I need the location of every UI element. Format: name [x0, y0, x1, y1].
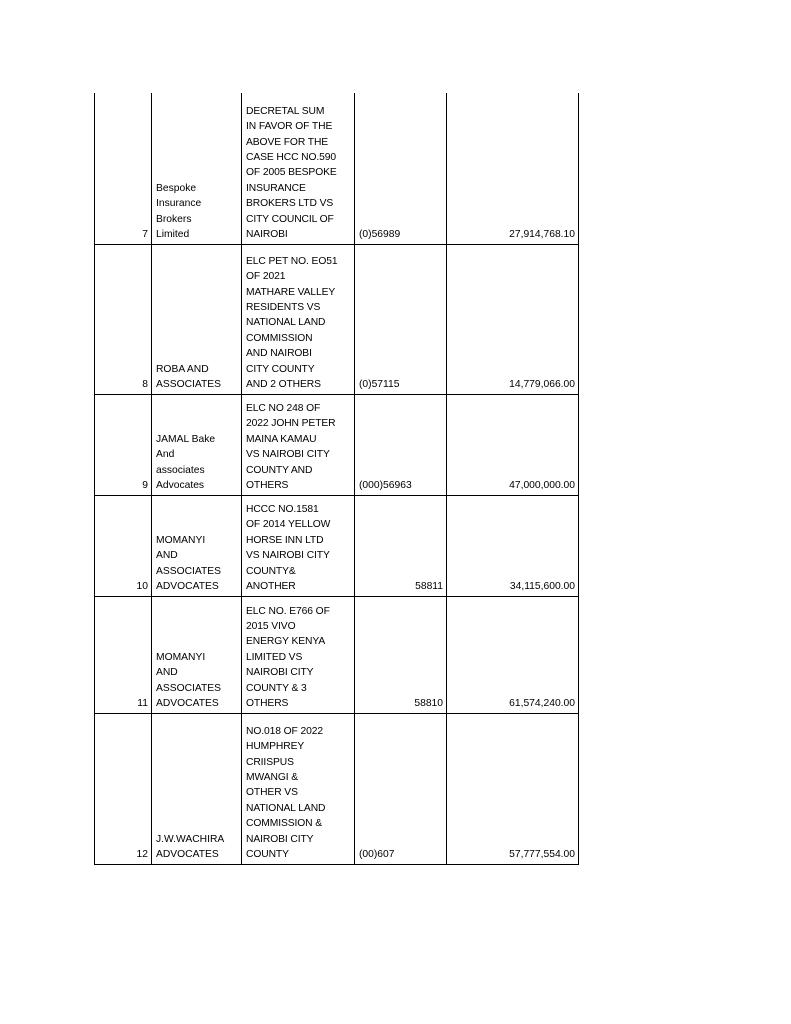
advocate-firm-cell: MOMANYI AND ASSOCIATES ADVOCATES — [152, 495, 242, 596]
table-row — [95, 93, 579, 244]
amount-cell: 61,574,240.00 — [447, 596, 579, 713]
reference-number-cell: (00)607 — [355, 713, 447, 864]
reference-number-cell: (000)56963 — [355, 394, 447, 495]
reference-number-cell: 58811 — [355, 495, 447, 596]
row-number-cell: 11 — [95, 596, 152, 713]
case-description-cell: HCCC NO.1581 OF 2014 YELLOW HORSE INN LTD VS NAIROBI CITY COUNTY& ANOTHER — [242, 495, 355, 596]
table-row — [95, 495, 579, 596]
case-description-cell: NO.018 OF 2022 HUMPHREY CRIISPUS MWANGI & OTHER VS NATIONAL LAND COMMISSION & NAIROBI CITY COUNTY — [242, 713, 355, 864]
case-description-cell: ELC PET NO. EO51 OF 2021 MATHARE VALLEY RESIDENTS VS NATIONAL LAND COMMISSION AND NAIROBI CITY COUNTY AND 2 OTHERS — [242, 244, 355, 394]
amount-cell: 47,000,000.00 — [447, 394, 579, 495]
reference-number-cell: 58810 — [355, 596, 447, 713]
table-row — [95, 713, 579, 864]
case-description-cell: ELC NO. E766 OF 2015 VIVO ENERGY KENYA LIMITED VS NAIROBI CITY COUNTY & 3 OTHERS — [242, 596, 355, 713]
claims-table — [94, 93, 579, 865]
row-number-cell: 10 — [95, 495, 152, 596]
amount-cell: 27,914,768.10 — [447, 93, 579, 244]
row-number-cell: 9 — [95, 394, 152, 495]
case-description-cell: ELC NO 248 OF 2022 JOHN PETER MAINA KAMAU VS NAIROBI CITY COUNTY AND OTHERS — [242, 394, 355, 495]
case-description-cell: DECRETAL SUM IN FAVOR OF THE ABOVE FOR THE CASE HCC NO.590 OF 2005 BESPOKE INSURANCE BROKERS LTD VS CITY COUNCIL OF NAIROBI — [242, 93, 355, 244]
advocate-firm-cell: MOMANYI AND ASSOCIATES ADVOCATES — [152, 596, 242, 713]
table-row — [95, 596, 579, 713]
row-number-cell: 7 — [95, 93, 152, 244]
reference-number-cell: (0)56989 — [355, 93, 447, 244]
claims-table-body — [95, 93, 579, 864]
amount-cell: 14,779,066.00 — [447, 244, 579, 394]
advocate-firm-cell: JAMAL Bake And associates Advocates — [152, 394, 242, 495]
reference-number-cell: (0)57115 — [355, 244, 447, 394]
table-row — [95, 394, 579, 495]
row-number-cell: 8 — [95, 244, 152, 394]
advocate-firm-cell: J.W.WACHIRA ADVOCATES — [152, 713, 242, 864]
amount-cell: 34,115,600.00 — [447, 495, 579, 596]
row-number-cell: 12 — [95, 713, 152, 864]
amount-cell: 57,777,554.00 — [447, 713, 579, 864]
advocate-firm-cell: ROBA AND ASSOCIATES — [152, 244, 242, 394]
advocate-firm-cell: Bespoke Insurance Brokers Limited — [152, 93, 242, 244]
table-row — [95, 244, 579, 394]
